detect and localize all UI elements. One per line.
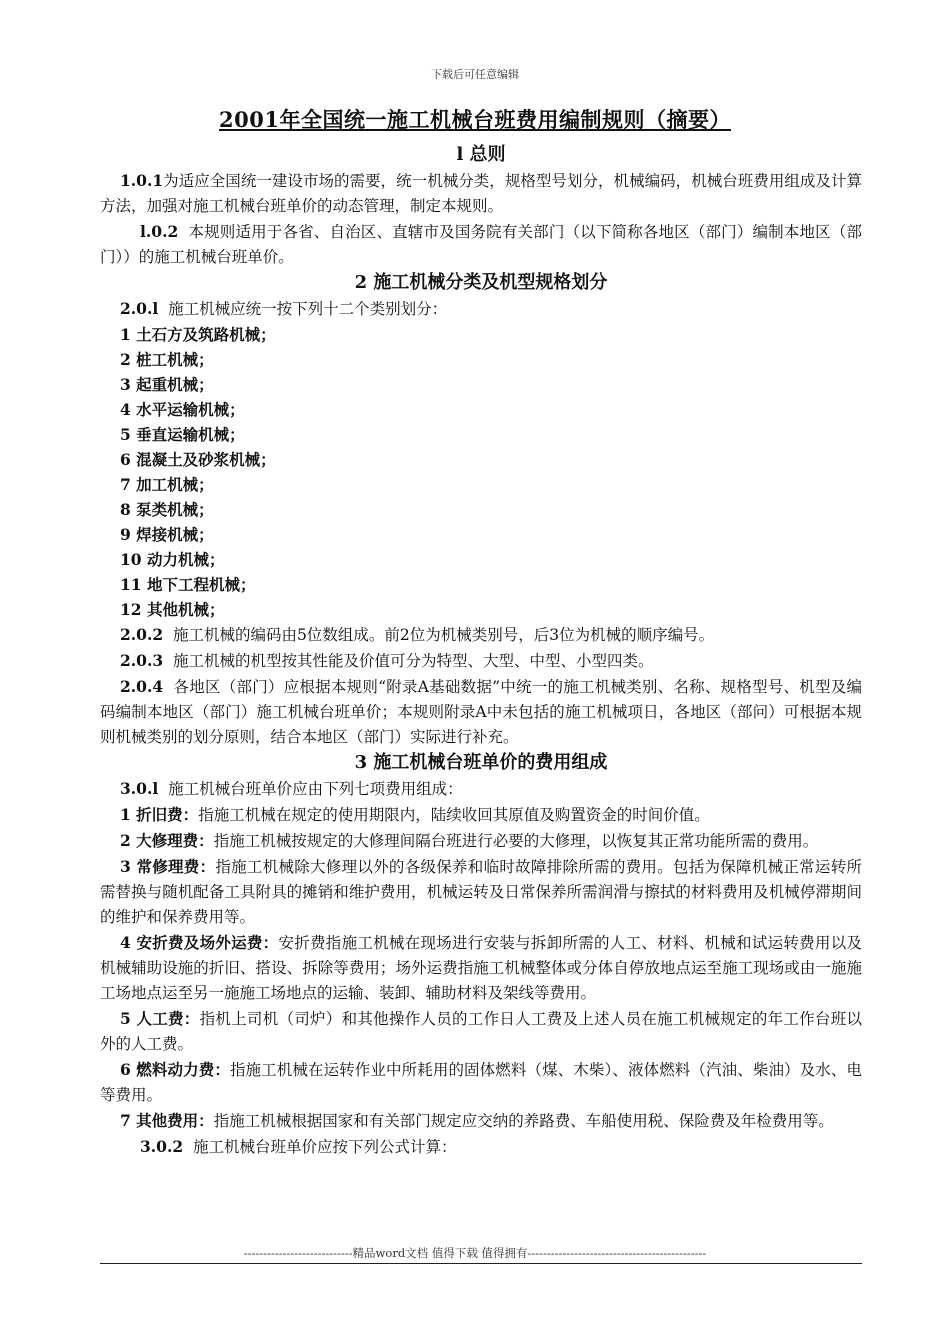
cost-item-label: 1 折旧费： (120, 805, 199, 824)
cost-item (100, 930, 862, 1006)
cost-item (100, 1108, 862, 1134)
footer-divider (100, 1263, 862, 1264)
cost-item-label: 6 燃料动力费： (120, 1060, 230, 1079)
document-body (100, 142, 862, 1160)
list-item: 8 泵类机械； (120, 500, 214, 519)
paragraph-1-0-1 (100, 168, 862, 219)
clause-number: 3.0.2 (140, 1137, 184, 1156)
cost-item-label: 5 人工费： (120, 1009, 200, 1028)
clause-number: 1.0.1 (120, 171, 164, 190)
clause-text: 施工机械应统一按下列十二个类别划分： (168, 300, 448, 318)
section-1-heading: l 总则 (456, 144, 506, 165)
cost-item-label: 7 其他费用： (120, 1111, 214, 1130)
list-item: 5 垂直运输机械； (120, 425, 245, 444)
list-item: 1 土石方及筑路机械； (120, 325, 276, 344)
clause-text: 为适应全国统一建设市场的需要，统一机械分类，规格型号划分，机械编码，机械台班费用组成及计算方法，加强对施工机械台班单价的动态管理，制定本规则。 (100, 172, 862, 215)
list-item: 7 加工机械； (120, 475, 214, 494)
clause-text: 施工机械的编码由5位数组成。前2位为机械类别号，后3位为机械的顺序编号。 (173, 626, 715, 644)
cost-item-label: 3 常修理费： (120, 857, 216, 876)
list-item: 3 起重机械； (120, 375, 214, 394)
footer-note: ----------------------------精品word文档 值得下载 值得拥有---------------------------------------------- (243, 1246, 707, 1260)
paragraph-3-0-2 (100, 1134, 862, 1160)
machine-category-list (100, 322, 862, 622)
cost-item-text: 安折费指施工机械在现场进行安装与拆卸所需的人工、材料、机械和试运转费用以及机械辅助设施的折旧、搭设、拆除等费用；场外运费指施工机械整体或分体自停放地点运至施工现场或由一施施工场地点运至另一施施工场地点的运输、装卸、辅助材料及架线等费用。 (100, 934, 862, 1002)
paragraph-1-0-2 (100, 219, 862, 270)
cost-item (100, 828, 862, 854)
cost-item (100, 854, 862, 930)
paragraph-2-0-3 (100, 648, 862, 674)
clause-number: l.0.2 (140, 222, 179, 241)
cost-item-text: 指施工机械在规定的使用期限内，陆续收回其原值及购置资金的时间价值。 (198, 806, 710, 824)
cost-item (100, 802, 862, 828)
cost-item-label: 2 大修理费： (120, 831, 214, 850)
clause-number: 2.0.2 (120, 625, 164, 644)
list-item: 10 动力机械； (120, 550, 225, 569)
paragraph-2-0-1 (100, 296, 862, 322)
paragraph-2-0-4 (100, 674, 862, 750)
list-item: 11 地下工程机械； (120, 575, 256, 594)
paragraph-2-0-2 (100, 622, 862, 648)
clause-text: 本规则适用于各省、自治区、直辖市及国务院有关部门（以下简称各地区（部门）编制本地区（部门））的施工机械台班单价。 (100, 223, 862, 266)
cost-item-label: 4 安折费及场外运费： (120, 933, 279, 952)
document-title: 2001年全国统一施工机械台班费用编制规则（摘要） (219, 107, 731, 132)
cost-item (100, 1057, 862, 1108)
cost-item-text: 指机上司机（司炉）和其他操作人员的工作日人工费及上述人员在施工机械规定的年工作台班以外的人工费。 (100, 1010, 862, 1053)
cost-item-text: 指施工机械在运转作业中所耗用的固体燃料（煤、木柴）、液体燃料（汽油、柴油）及水、电等费用。 (100, 1061, 862, 1104)
clause-text: 各地区（部门）应根据本规则“附录A基础数据”中统一的施工机械类别、名称、规格型号、机型及编码编制本地区（部门）施工机械台班单价；本规则附录A中未包括的施工机械项日，各地区（部问）可根据本规则机械类别的划分原则，结合本地区（部门）实际进行补充。 (100, 678, 863, 746)
clause-text: 施工机械台班单价应按下列公式计算： (193, 1138, 457, 1156)
list-item: 12 其他机械； (120, 600, 225, 619)
header-note: 下载后可任意编辑 (431, 68, 519, 81)
list-item: 2 桩工机械； (120, 350, 214, 369)
cost-item-text: 指施工机械根据国家和有关部门规定应交纳的养路费、车船使用税、保险费及年检费用等。 (213, 1112, 834, 1130)
cost-item-text: 指施工机械按规定的大修理间隔台班进行必要的大修理，以恢复其正常功能所需的费用。 (213, 832, 819, 850)
clause-number: 3.0.l (120, 779, 159, 798)
paragraph-3-0-1 (100, 776, 862, 802)
section-2-heading: 2 施工机械分类及机型规格划分 (354, 272, 608, 293)
cost-item (100, 1006, 862, 1057)
list-item: 4 水平运输机械； (120, 400, 245, 419)
section-3-heading: 3 施工机械台班单价的费用组成 (354, 752, 608, 773)
clause-text: 施工机械的机型按其性能及价值可分为特型、大型、中型、小型四类。 (173, 652, 654, 670)
clause-text: 施工机械台班单价应由下列七项费用组成： (168, 780, 463, 798)
list-item: 9 焊接机械； (120, 525, 214, 544)
clause-number: 2.0.3 (120, 651, 164, 670)
clause-number: 2.0.l (120, 299, 159, 318)
clause-number: 2.0.4 (120, 677, 164, 696)
list-item: 6 混凝土及砂浆机械； (120, 450, 276, 469)
cost-item-text: 指施工机械除大修理以外的各级保养和临时故障排除所需的费用。包括为保障机械正常运转所需替换与随机配备工具附具的摊销和维护费用，机械运转及日常保养所需润滑与擦拭的材料费用及机械停滞期间的维护和保养费用等。 (100, 858, 862, 926)
